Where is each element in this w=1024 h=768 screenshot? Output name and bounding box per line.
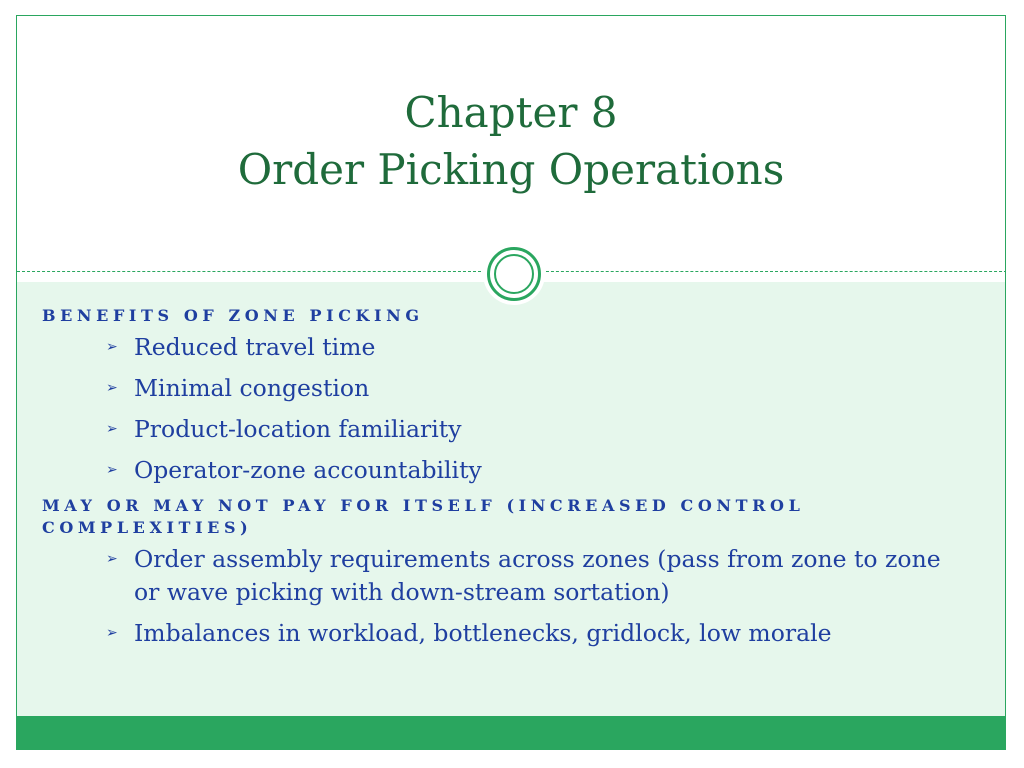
slide-title-line-1: Chapter 8: [404, 88, 618, 137]
arrowhead-bullet-icon: ➢: [106, 625, 118, 641]
section-heading-cost: MAY OR MAY NOT PAY FOR ITSELF (INCREASED CONTROL COMPLEXITIES): [42, 496, 805, 537]
arrowhead-bullet-icon: ➢: [106, 339, 118, 355]
list-item: ➢ Product-location familiarity: [106, 413, 972, 446]
title-area: [17, 16, 1005, 272]
arrowhead-bullet-icon: ➢: [106, 380, 118, 396]
cost-list: [42, 543, 972, 650]
slide-title: [17, 84, 1005, 198]
divider-line-right: [541, 271, 1006, 272]
list-item: ➢ Reduced travel time: [106, 331, 972, 364]
arrowhead-bullet-icon: ➢: [106, 421, 118, 437]
double-ring-icon: [483, 243, 545, 305]
arrowhead-bullet-icon: ➢: [106, 462, 118, 478]
benefits-list: [42, 331, 972, 487]
list-item: ➢ Operator-zone accountability: [106, 454, 972, 487]
section-heading-benefits: BENEFITS OF ZONE PICKING: [42, 306, 424, 325]
list-item: ➢ Minimal congestion: [106, 372, 972, 405]
footer-bar: [17, 716, 1005, 750]
list-item: ➢ Imbalances in workload, bottlenecks, gridlock, low morale: [106, 617, 972, 650]
arrowhead-bullet-icon: ➢: [106, 551, 118, 567]
divider-line-left: [17, 271, 481, 272]
list-item: ➢ Order assembly requirements across zones (pass from zone to zone or wave picking with down-stream sortation): [106, 545, 941, 606]
slide-body: [42, 305, 972, 658]
slide-title-line-2: Order Picking Operations: [237, 145, 785, 194]
